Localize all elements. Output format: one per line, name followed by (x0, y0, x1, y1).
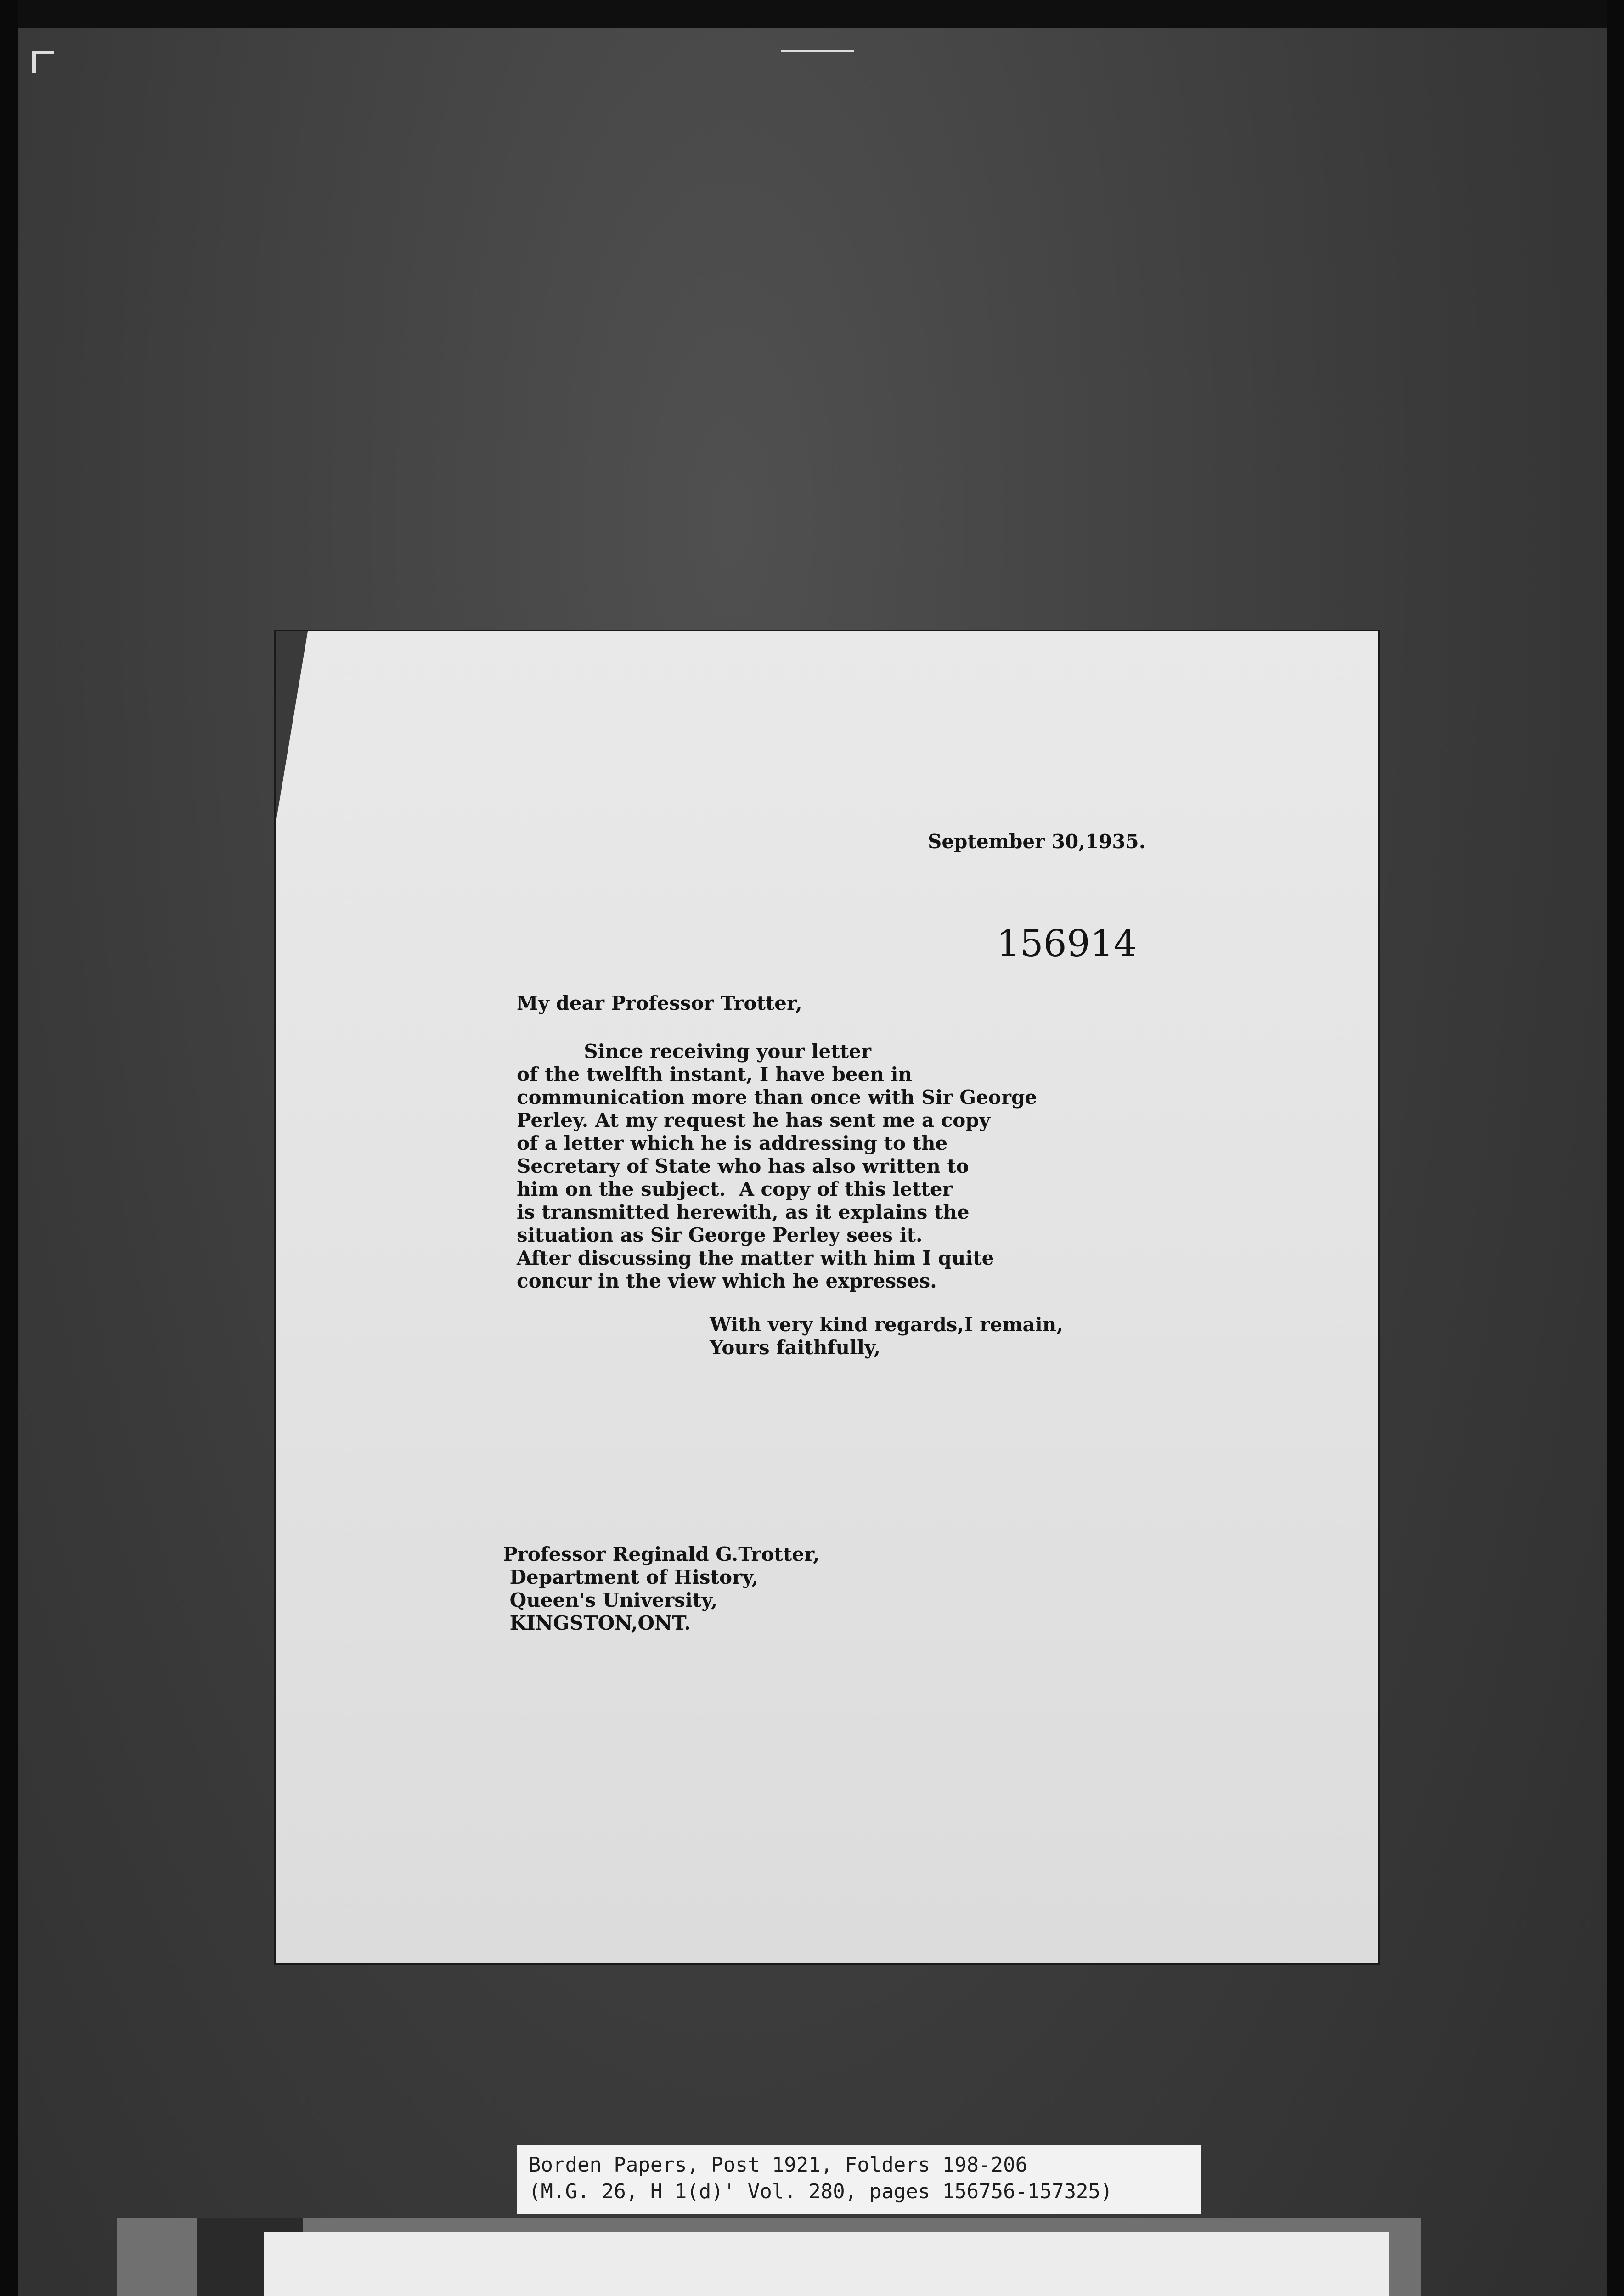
frame-top-mark (781, 50, 854, 52)
body-line: of the twelfth instant, I have been in (517, 1063, 912, 1086)
frame-corner-mark (32, 51, 54, 73)
film-edge-right (1607, 0, 1624, 2296)
body-line: him on the subject. A copy of this letter (517, 1178, 953, 1200)
body-line: of a letter which he is addressing to the (517, 1132, 948, 1154)
body-line: communication more than once with Sir George (517, 1086, 1038, 1109)
body-line: After discussing the matter with him I quite (517, 1247, 994, 1269)
document-number: 156914 (997, 922, 1137, 965)
recipient-name: Professor Reginald G.Trotter, (503, 1543, 820, 1565)
body-line: situation as Sir George Perley sees it. (517, 1224, 923, 1246)
recipient-department: Department of History, (503, 1566, 759, 1588)
closing-signoff: Yours faithfully, (710, 1336, 880, 1359)
body-line: Secretary of State who has also written to (517, 1155, 969, 1177)
letter-sheet (276, 631, 1378, 1963)
recipient-city: KINGSTON,ONT. (503, 1612, 691, 1634)
closing-regards: With very kind regards,I remain, (710, 1313, 1063, 1336)
torn-corner (276, 631, 308, 824)
body-line: is transmitted herewith, as it explains the (517, 1201, 970, 1223)
reference-line: (M.G. 26, H 1(d)' Vol. 280, pages 156756-157325) (529, 2180, 1113, 2203)
archive-stamp-card (264, 2232, 1389, 2296)
film-edge-top (0, 0, 1624, 28)
body-line: concur in the view which he expresses. (517, 1270, 937, 1292)
film-edge-left (0, 0, 18, 2296)
body-line: Perley. At my request he has sent me a copy (517, 1109, 991, 1131)
letter-date: September 30,1935. (928, 830, 1146, 853)
reference-line: Borden Papers, Post 1921, Folders 198-206 (529, 2153, 1028, 2177)
recipient-institution: Queen's University, (503, 1589, 718, 1611)
salutation: My dear Professor Trotter, (517, 992, 802, 1014)
reference-label (517, 2145, 1201, 2214)
body-line: Since receiving your letter (517, 1040, 871, 1063)
